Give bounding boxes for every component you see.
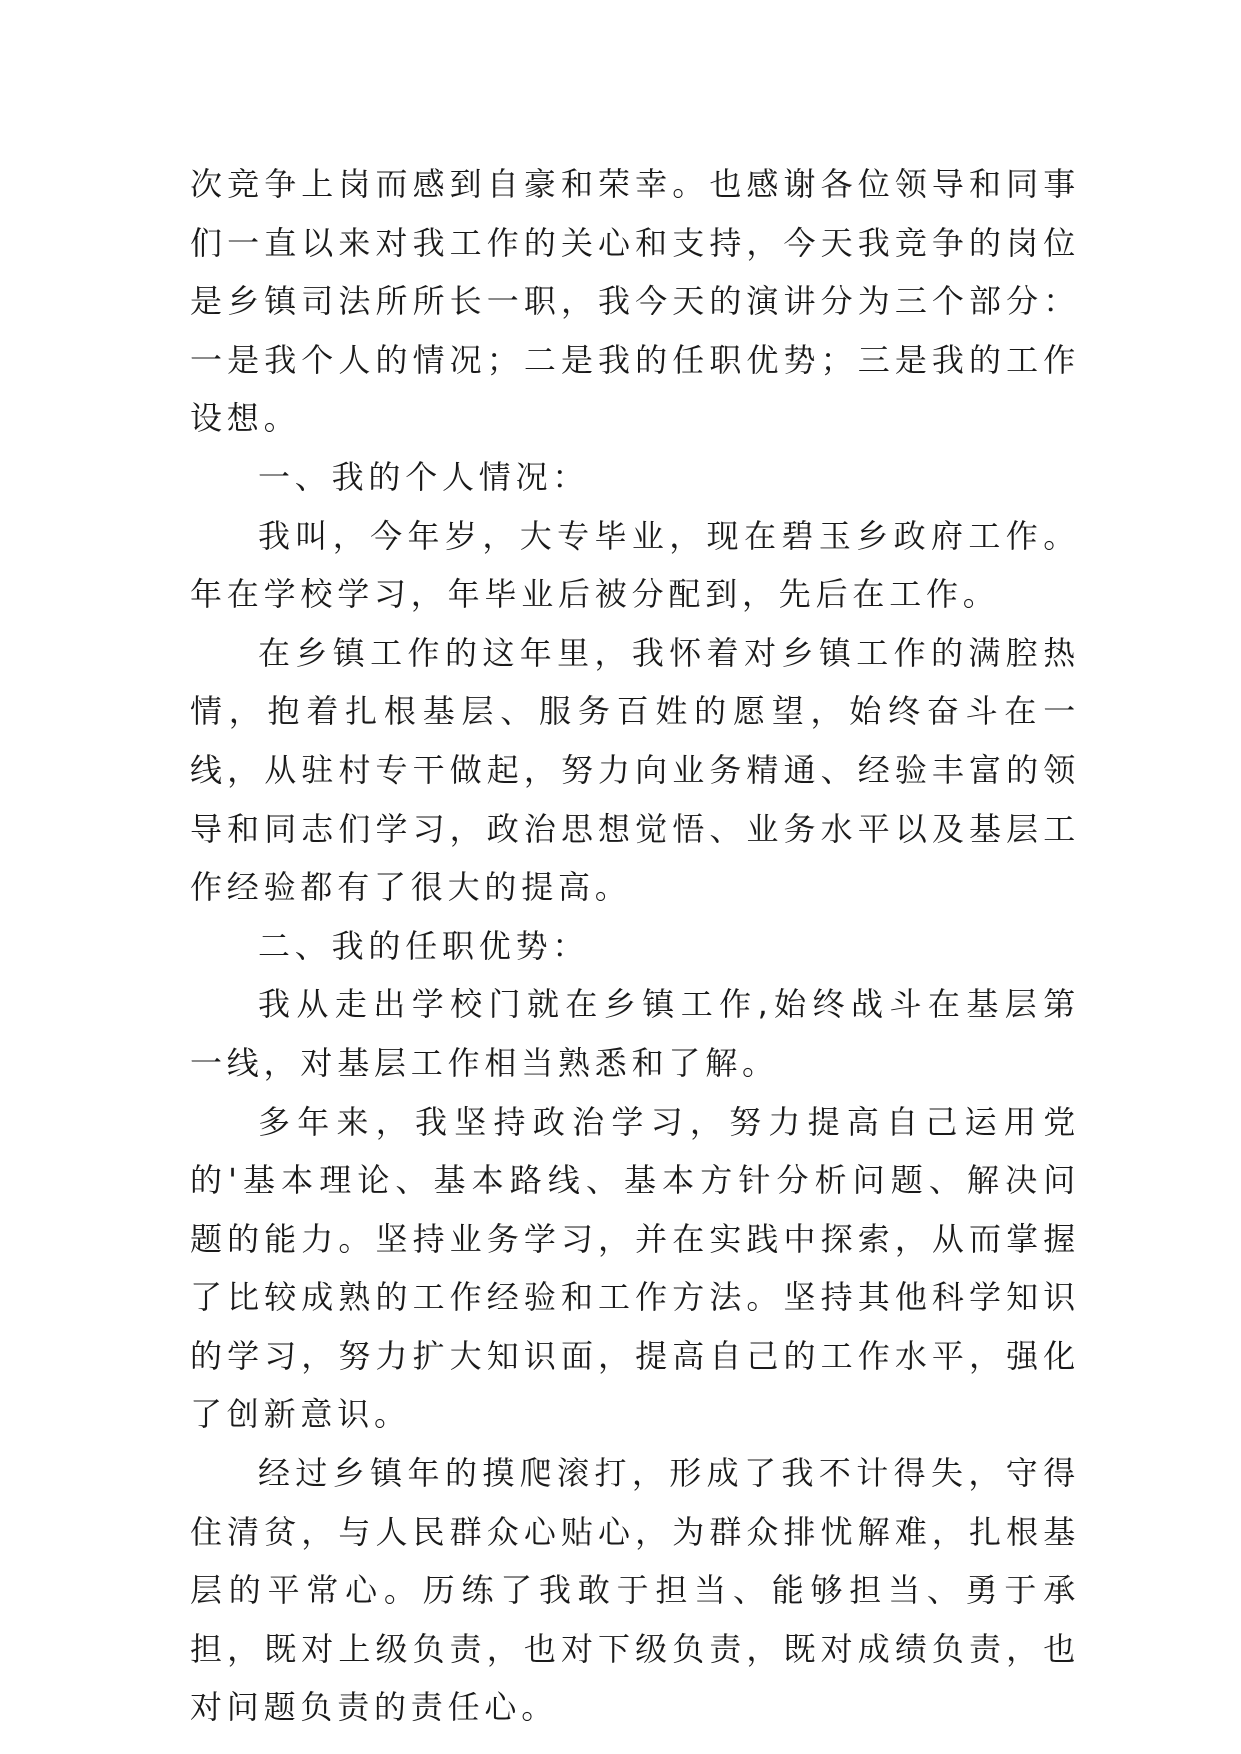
section-heading-advantages: 二、我的任职优势：: [258, 926, 590, 965]
section-heading-personal-info: 一、我的个人情况：: [258, 457, 590, 496]
paragraph-personal-basic: 我叫，今年岁，大专毕业，现在碧玉乡政府工作。年在学校学习，年毕业后被分配到，先后在工作。: [190, 516, 1080, 614]
paragraph-advantage-character: 经过乡镇年的摸爬滚打，形成了我不计得失，守得住清贫，与人民群众心贴心，为群众排忧解难，扎根基层的平常心。历练了我敢于担当、能够担当、勇于承担，既对上级负责，也对下级负责，既对成绩负责，也对问题负责的责任心。: [190, 1454, 1080, 1727]
paragraph-personal-experience: 在乡镇工作的这年里，我怀着对乡镇工作的满腔热情，抱着扎根基层、服务百姓的愿望，始终奋斗在一线，从驻村专干做起，努力向业务精通、经验丰富的领导和同志们学习，政治思想觉悟、业务水平以及基层工作经验都有了很大的提高。: [190, 633, 1080, 907]
paragraph-advantage-study: 多年来，我坚持政治学习，努力提高自己运用党的'基本理论、基本路线、基本方针分析问题、解决问题的能力。坚持业务学习，并在实践中探索，从而掌握了比较成熟的工作经验和工作方法。坚持其他科学知识的学习，努力扩大知识面，提高自己的工作水平，强化了创新意识。: [190, 1102, 1080, 1434]
paragraph-intro-continued: 次竞争上岗而感到自豪和荣幸。也感谢各位领导和同事们一直以来对我工作的关心和支持，今天我竞争的岗位是乡镇司法所所长一职，我今天的演讲分为三个部分：一是我个人的情况；二是我的任职优势；三是我的工作设想。: [190, 165, 1080, 438]
document-body: [190, 155, 1080, 1737]
paragraph-advantage-grassroots: 我从走出学校门就在乡镇工作,始终战斗在基层第一线，对基层工作相当熟悉和了解。: [190, 985, 1080, 1082]
